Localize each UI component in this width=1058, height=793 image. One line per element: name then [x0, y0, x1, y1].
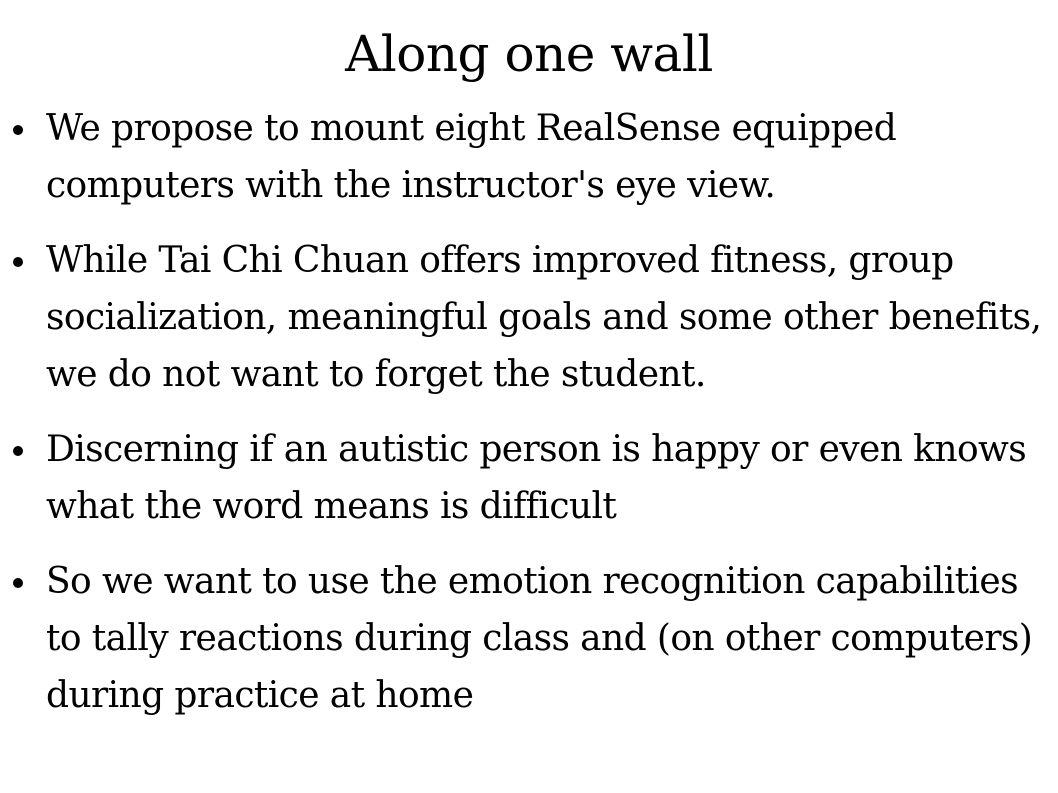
bullet-dot-icon: [13, 125, 23, 135]
bullet-dot-icon: [13, 446, 23, 456]
bullet-item: [0, 421, 1058, 535]
bullet-text: Discerning if an autistic person is happy or even knows what the word means is difficult: [46, 429, 1027, 527]
bullet-text: So we want to use the emotion recognition capabilities to tally reactions during class and (on other computers) during practice at home: [46, 561, 1033, 716]
bullet-item: [0, 553, 1058, 724]
bullet-text: We propose to mount eight RealSense equipped computers with the instructor's eye view.: [46, 108, 897, 206]
slide-title: Along one wall: [345, 25, 713, 83]
bullet-item: [0, 100, 1058, 214]
bullet-dot-icon: [13, 257, 23, 267]
bullet-item: [0, 232, 1058, 403]
bullet-text: While Tai Chi Chuan offers improved fitness, group socialization, meaningful goals and some other benefits, we do not want to forget the student.: [46, 240, 1042, 395]
bullet-dot-icon: [13, 578, 23, 588]
bullet-list: [0, 100, 1058, 742]
